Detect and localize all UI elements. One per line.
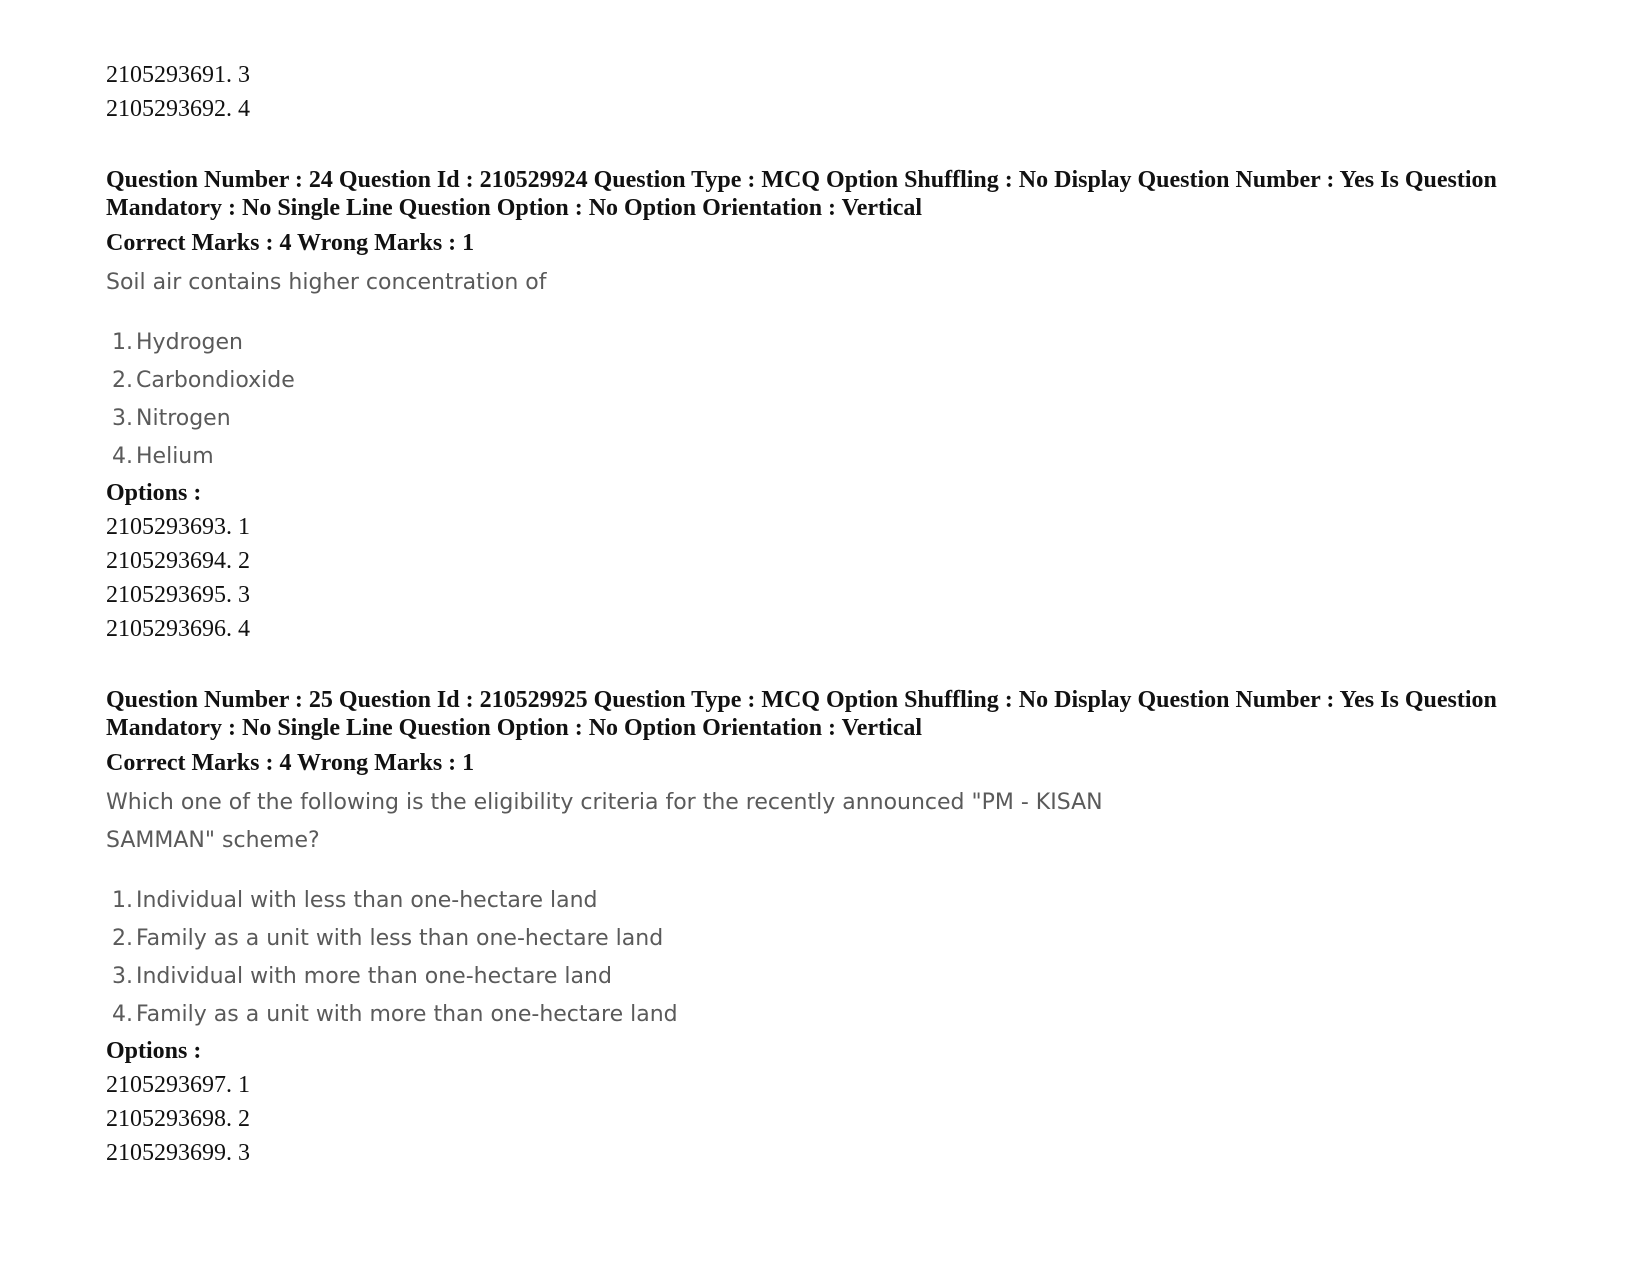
option-line: 2105293694. 2 xyxy=(106,548,250,574)
choice-item xyxy=(112,958,1576,996)
choice-number: 3. xyxy=(112,964,133,989)
choice-list xyxy=(106,882,1576,1034)
choice-text: Individual with less than one-hectare land xyxy=(136,888,598,913)
option-line: 2105293691. 3 xyxy=(106,62,250,88)
document-page xyxy=(106,58,1576,1170)
choice-text: Family as a unit with more than one-hectare land xyxy=(136,1002,678,1027)
choice-number: 1. xyxy=(112,330,133,355)
choice-text: Nitrogen xyxy=(136,406,231,431)
option-line: 2105293696. 4 xyxy=(106,616,250,642)
choice-item xyxy=(112,400,1576,438)
choice-number: 4. xyxy=(112,1002,133,1027)
option-line: 2105293693. 1 xyxy=(106,514,250,540)
options-label: Options : xyxy=(106,1038,202,1064)
choice-item xyxy=(112,438,1576,476)
option-line: 2105293699. 3 xyxy=(106,1140,250,1166)
question-block-24 xyxy=(106,166,1576,646)
question-marks: Correct Marks : 4 Wrong Marks : 1 xyxy=(106,750,475,776)
choice-item xyxy=(112,996,1576,1034)
question-text: Soil air contains higher concentration of xyxy=(106,270,547,295)
choice-number: 2. xyxy=(112,926,133,951)
choice-text: Family as a unit with less than one-hectare land xyxy=(136,926,664,951)
question-header: Mandatory : No Single Line Question Option : No Option Orientation : Vertical xyxy=(106,715,923,741)
choice-number: 1. xyxy=(112,888,133,913)
option-line: 2105293692. 4 xyxy=(106,96,250,122)
question-header: Mandatory : No Single Line Question Option : No Option Orientation : Vertical xyxy=(106,195,923,221)
options-label: Options : xyxy=(106,480,202,506)
choice-list xyxy=(106,324,1576,476)
choice-item xyxy=(112,362,1576,400)
option-line: 2105293695. 3 xyxy=(106,582,250,608)
option-line: 2105293698. 2 xyxy=(106,1106,250,1132)
question-block-25 xyxy=(106,686,1576,1170)
choice-text: Individual with more than one-hectare land xyxy=(136,964,612,989)
question-text: SAMMAN" scheme? xyxy=(106,828,320,853)
choice-text: Hydrogen xyxy=(136,330,243,355)
choice-item xyxy=(112,324,1576,362)
choice-number: 3. xyxy=(112,406,133,431)
choice-text: Helium xyxy=(136,444,214,469)
question-header: Question Number : 24 Question Id : 210529924 Question Type : MCQ Option Shuffling : No Display Question Number : Yes Is Question xyxy=(106,167,1497,193)
choice-item xyxy=(112,920,1576,958)
choice-number: 4. xyxy=(112,444,133,469)
question-marks: Correct Marks : 4 Wrong Marks : 1 xyxy=(106,230,475,256)
previous-options xyxy=(106,58,1576,126)
choice-number: 2. xyxy=(112,368,133,393)
choice-item xyxy=(112,882,1576,920)
choice-text: Carbondioxide xyxy=(136,368,295,393)
option-line: 2105293697. 1 xyxy=(106,1072,250,1098)
question-header: Question Number : 25 Question Id : 210529925 Question Type : MCQ Option Shuffling : No Display Question Number : Yes Is Question xyxy=(106,687,1497,713)
question-text: Which one of the following is the eligibility criteria for the recently announced "PM - KISAN xyxy=(106,790,1103,815)
